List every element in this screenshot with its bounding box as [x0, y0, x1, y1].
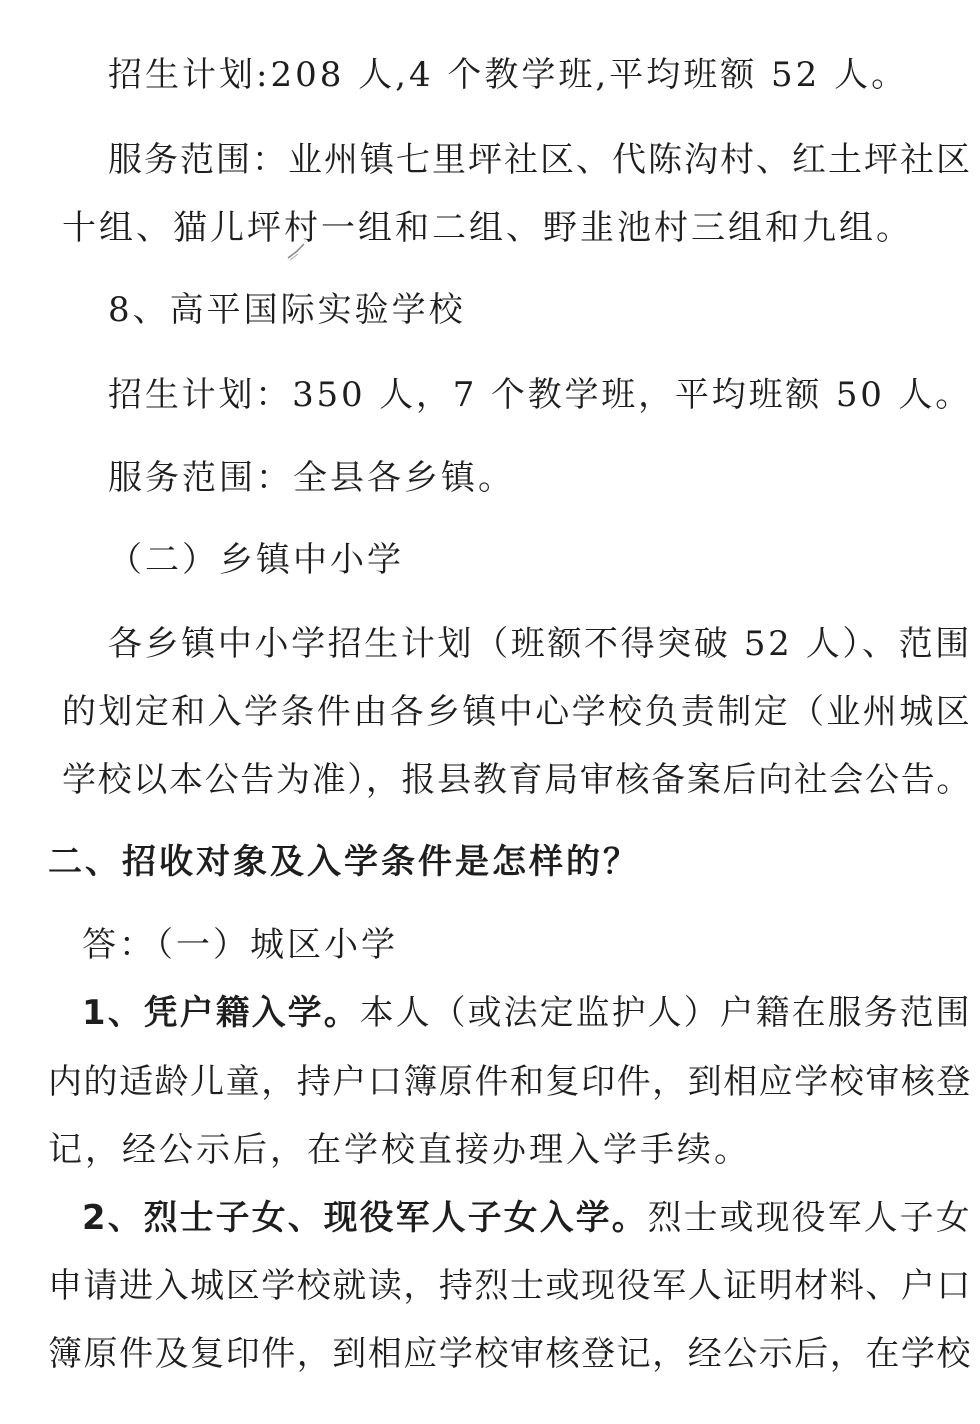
text-line: 申请进入城区学校就读，持烈士或现役军人证明材料、户口 [48, 1266, 972, 1306]
text-line: 服务范围：全县各乡镇。 [108, 458, 515, 498]
paragraph-line [82, 1198, 972, 1238]
question-heading: 二、招收对象及入学条件是怎样的？ [48, 842, 640, 882]
text-line: 学校以本公告为准），报县教育局审核备案后向社会公告。 [62, 760, 972, 800]
section-heading: （二）乡镇中小学 [108, 540, 404, 580]
text-line: 招生计划：350 人，7 个教学班，平均班额 50 人。 [108, 375, 973, 415]
item-2-heading: 2、烈士子女、现役军人子女入学。 [82, 1198, 648, 1238]
text-line: 记，经公示后，在学校直接办理入学手续。 [48, 1130, 751, 1170]
paragraph-line [82, 993, 972, 1033]
item-2-text: 烈士或现役军人子女 [647, 1198, 972, 1238]
item-1-text: 本人（或法定监护人）户籍在服务范围 [359, 993, 972, 1033]
scan-mark [286, 238, 308, 262]
section-heading: 8、高平国际实验学校 [108, 290, 466, 330]
text-line: 各乡镇中小学招生计划（班额不得突破 52 人）、范围 [108, 624, 972, 664]
answer-line: 答：（一）城区小学 [82, 925, 398, 965]
text-line: 的划定和入学条件由各乡镇中心学校负责制定（业州城区 [62, 692, 972, 732]
text-line: 内的适龄儿童，持户口簿原件和复印件，到相应学校审核登 [48, 1062, 972, 1102]
text-line: 十组、猫儿坪村一组和二组、野韭池村三组和九组。 [62, 208, 913, 248]
text-line: 服务范围：业州镇七里坪社区、代陈沟村、红土坪社区 [108, 140, 972, 180]
text-line: 簿原件及复印件，到相应学校审核登记，经公示后，在学校 [48, 1334, 972, 1374]
text-line: 招生计划:208 人,4 个教学班,平均班额 52 人。 [108, 55, 909, 95]
item-1-heading: 1、凭户籍入学。 [82, 993, 360, 1033]
